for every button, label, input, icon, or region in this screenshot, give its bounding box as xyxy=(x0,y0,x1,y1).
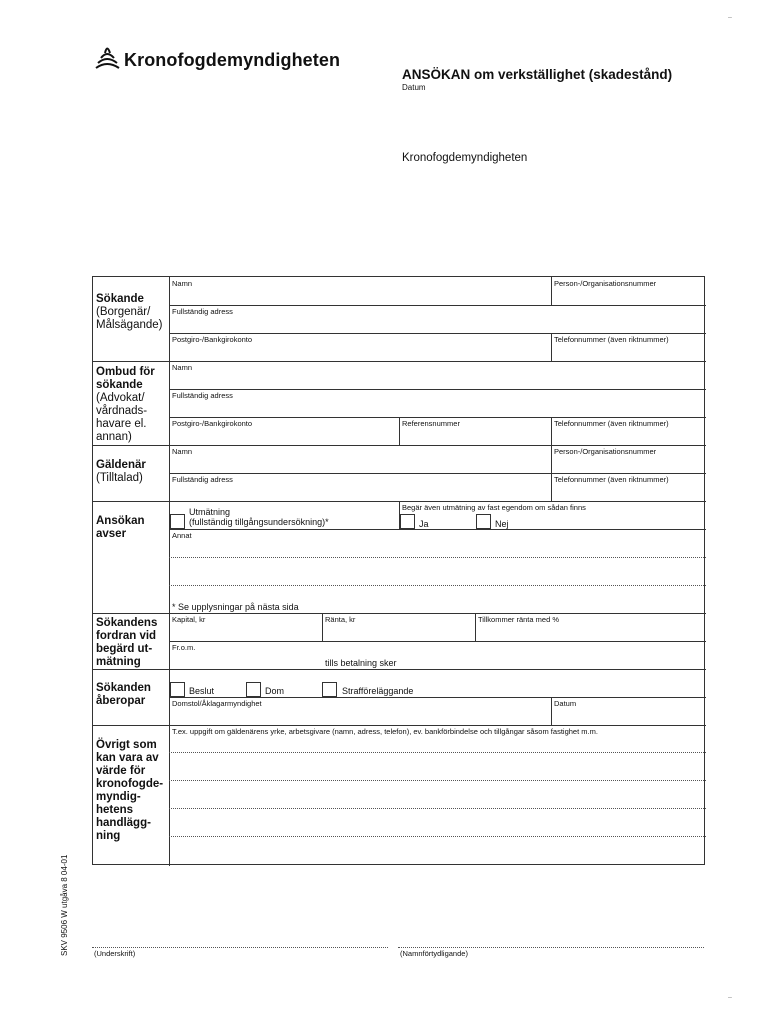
attachment-label: Utmätning xyxy=(189,507,231,517)
claim-section-title: Sökandens fordran vid begärd ut- mätning xyxy=(96,617,158,668)
applicant-address-field[interactable]: Fullständig adress xyxy=(172,307,233,316)
form-code: SKV 9506 W utgåva 8 04-01 xyxy=(60,854,69,956)
representative-name-field[interactable]: Namn xyxy=(172,363,193,372)
representative-address-field[interactable]: Fullständig adress xyxy=(172,391,233,400)
claim-extra-interest-field[interactable]: Tillkommer ränta med % xyxy=(478,615,559,624)
judgment-label: Dom xyxy=(265,686,285,696)
applicant-id-field[interactable]: Person-/Organisationsnummer xyxy=(554,279,657,288)
claim-capital-field[interactable]: Kapital, kr xyxy=(172,615,206,624)
name-clarification-line[interactable] xyxy=(398,947,704,948)
applicant-name-field[interactable]: Namn xyxy=(172,279,193,288)
other-section-title: Övrigt som kan vara av värde för kronofogde- myndig- hetens handlägg- ning xyxy=(96,739,164,842)
debtor-section-subtitle: (Tilltalad) xyxy=(96,472,143,484)
representative-reference-field[interactable]: Referensnummer xyxy=(402,419,460,428)
logo-text: Kronofogdemyndigheten xyxy=(124,50,341,70)
signature-label: (Underskrift) xyxy=(94,949,136,958)
application-footnote: * Se upplysningar på nästa sida xyxy=(172,602,299,612)
claim-interest-field[interactable]: Ränta, kr xyxy=(325,615,356,624)
refers-date-field[interactable]: Datum xyxy=(554,699,577,708)
form-title: ANSÖKAN om verkställighet (skadestånd) xyxy=(402,67,673,82)
decision-checkbox[interactable] xyxy=(170,682,185,697)
applicant-section-subtitle: (Borgenär/ Målsägande) xyxy=(96,306,163,331)
refers-section-title: Sökanden åberopar xyxy=(96,682,151,707)
corner-mark: – xyxy=(728,14,732,21)
crown-logo-icon xyxy=(92,42,122,72)
real-estate-question: Begär även utmätning av fast egendom om sådan finns xyxy=(402,503,586,512)
signature-line[interactable] xyxy=(92,947,388,948)
claim-from-field[interactable]: Fr.o.m. xyxy=(172,643,196,652)
decision-label: Beslut xyxy=(189,686,215,696)
real-estate-no-checkbox[interactable] xyxy=(476,514,491,529)
date-label: Datum xyxy=(402,83,426,92)
penalty-order-label: Strafföreläggande xyxy=(342,686,414,696)
representative-section-title: Ombud för sökande xyxy=(96,366,155,391)
applicant-phone-field[interactable]: Telefonnummer (även riktnummer) xyxy=(554,335,669,344)
name-clarification-label: (Namnförtydligande) xyxy=(400,949,468,958)
debtor-section-title: Gäldenär xyxy=(96,459,146,471)
other-application-field[interactable]: Annat xyxy=(172,531,192,540)
debtor-name-field[interactable]: Namn xyxy=(172,447,193,456)
application-section-title: Ansökan avser xyxy=(96,515,145,540)
representative-phone-field[interactable]: Telefonnummer (även riktnummer) xyxy=(554,419,669,428)
penalty-order-checkbox[interactable] xyxy=(322,682,337,697)
representative-account-field[interactable]: Postgiro-/Bankgirokonto xyxy=(172,419,253,428)
real-estate-yes-checkbox[interactable] xyxy=(400,514,415,529)
court-field[interactable]: Domstol/Åklagarmyndighet xyxy=(172,699,262,708)
attachment-sublabel: (fullständig tillgångsundersökning)* xyxy=(189,517,329,527)
recipient-authority: Kronofogdemyndigheten xyxy=(402,152,528,164)
other-info-field[interactable]: T.ex. uppgift om gäldenärens yrke, arbetsgivare (namn, adress, telefon), ev. bankförbindelse och tillgångar såsom fastighet m.m. xyxy=(172,727,598,736)
judgment-checkbox[interactable] xyxy=(246,682,261,697)
corner-mark: – xyxy=(728,994,732,1001)
real-estate-yes-label: Ja xyxy=(419,519,429,529)
debtor-address-field[interactable]: Fullständig adress xyxy=(172,475,233,484)
application-form xyxy=(92,276,705,865)
claim-until-label: tills betalning sker xyxy=(325,658,397,668)
attachment-checkbox[interactable] xyxy=(170,514,185,529)
debtor-id-field[interactable]: Person-/Organisationsnummer xyxy=(554,447,657,456)
representative-section-subtitle: (Advokat/ vårdnads- havare el. annan) xyxy=(96,392,148,443)
applicant-account-field[interactable]: Postgiro-/Bankgirokonto xyxy=(172,335,253,344)
debtor-phone-field[interactable]: Telefonnummer (även riktnummer) xyxy=(554,475,669,484)
real-estate-no-label: Nej xyxy=(495,519,509,529)
applicant-section-title: Sökande xyxy=(96,293,144,305)
